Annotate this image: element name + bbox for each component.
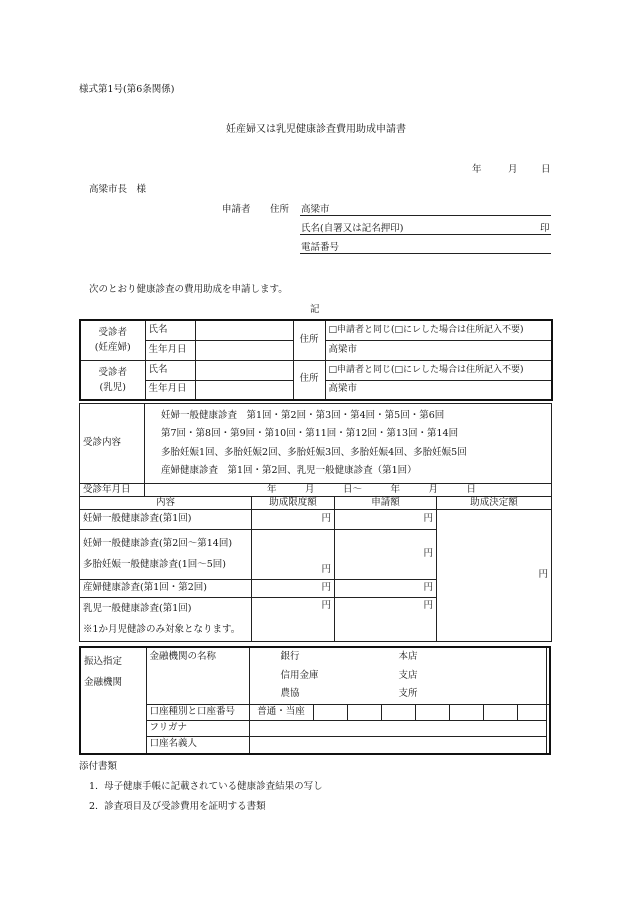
examinee-table — [79, 319, 553, 401]
applicant-address-value[interactable]: 高梁市 — [301, 204, 330, 215]
ki-label: 記 — [310, 304, 320, 315]
attachments-title: 添付書類 — [79, 761, 118, 772]
pregnant-name-label: 氏名 — [145, 320, 195, 340]
institution-label: 金融機関の名称 — [146, 647, 249, 704]
bank-type-shinkin: 信用金庫 — [280, 669, 319, 681]
examinee-pregnant-label: 受診者 (妊産婦) — [80, 320, 145, 360]
bank-type-nokyo: 農協 — [280, 688, 300, 700]
exam-content-options[interactable] — [145, 404, 552, 484]
branch-type-honten: 本店 — [398, 651, 418, 662]
cost-limit-cell: 円 — [252, 598, 335, 642]
account-digit[interactable] — [347, 704, 381, 720]
institution-input-end[interactable] — [546, 647, 550, 704]
account-type-label: 口座種別と口座番号 — [146, 704, 249, 720]
infant-address-input[interactable]: 高梁市 — [325, 380, 552, 400]
cost-request-input[interactable]: 円 — [335, 530, 437, 580]
cost-row-label: 妊婦一般健康診査(第2回〜第14回) 多胎妊娠一般健康診査(1回〜5回) — [80, 530, 252, 580]
cost-row-label: 妊婦一般健康診査(第1回) — [80, 510, 252, 530]
pregnant-name-input[interactable] — [195, 320, 293, 340]
header-decision: 助成決定額 — [437, 497, 552, 510]
form-number: 様式第1号(第6条関係) — [79, 84, 175, 95]
furigana-label: フリガナ — [146, 720, 249, 736]
applicant-address-label: 住所 — [270, 204, 290, 215]
bank-table — [79, 646, 551, 755]
exam-content-line[interactable]: 産婦健康診査 第1回・第2回、乳児一般健康診査（第1回） — [161, 464, 417, 476]
infant-name-input[interactable] — [195, 360, 293, 380]
header-limit: 助成限度額 — [252, 497, 335, 510]
addressee: 高梁市長 様 — [89, 184, 147, 195]
account-digit[interactable] — [483, 704, 517, 720]
header-content: 内容 — [80, 497, 252, 510]
applicant-address-line — [300, 215, 551, 216]
exam-content-line[interactable]: 多胎妊娠1回、多胎妊娠2回、多胎妊娠3回、多胎妊娠4回、多胎妊娠5回 — [161, 446, 467, 458]
applicant-name-line — [300, 234, 551, 235]
applicant-name-label[interactable]: 氏名(自署又は記名押印) — [301, 223, 404, 234]
applicant-phone-line — [300, 253, 551, 254]
branch-type-shisho: 支所 — [398, 688, 418, 700]
header-request: 申請額 — [335, 497, 437, 510]
account-digit[interactable] — [313, 704, 347, 720]
attachment-item: 2. 診査項目及び受診費用を証明する書類 — [89, 801, 266, 812]
cost-row-label: 産婦健康診査(第1回・第2回) — [80, 580, 252, 598]
cost-request-input[interactable]: 円 — [335, 598, 437, 642]
account-digit[interactable] — [517, 704, 546, 720]
applicant-phone-label[interactable]: 電話番号 — [301, 242, 340, 253]
pregnant-birth-label: 生年月日 — [145, 340, 195, 360]
infant-name-label: 氏名 — [145, 360, 195, 380]
cost-limit-cell: 円 — [252, 580, 335, 598]
exam-content-line[interactable]: 妊婦一般健康診査 第1回・第2回・第3回・第4回・第5回・第6回 — [161, 410, 445, 422]
pregnant-address-input[interactable]: 高梁市 — [325, 340, 552, 360]
cost-row-label: 乳児一般健康診査(第1回) ※1か月児健診のみ対象となります。 — [80, 598, 252, 642]
bank-type-bank: 銀行 — [280, 651, 300, 662]
cost-limit-cell: 円 — [252, 530, 335, 580]
page-title: 妊産婦又は乳児健康診査費用助成申請書 — [226, 124, 406, 135]
exam-content-line[interactable]: 第7回・第8回・第9回・第10回・第11回・第12回・第13回・第14回 — [161, 428, 459, 440]
applicant-label: 申請者 — [222, 204, 251, 215]
bank-section-label: 振込指定 金融機関 — [80, 647, 146, 754]
exam-content-label: 受診内容 — [80, 404, 145, 484]
exam-date-label: 受診年月日 — [80, 484, 145, 497]
pregnant-address-label: 住所 — [293, 320, 325, 360]
examinee-infant-label: 受診者 (乳児) — [80, 360, 145, 400]
cost-decision-cell: 円 — [437, 510, 552, 642]
infant-birth-label: 生年月日 — [145, 380, 195, 400]
date-day-label: 日 — [541, 164, 551, 175]
date-month-label: 月 — [508, 164, 518, 175]
intro-text: 次のとおり健康診査の費用助成を申請します。 — [89, 284, 288, 295]
account-digit[interactable] — [381, 704, 415, 720]
holder-label: 口座名義人 — [146, 736, 249, 754]
pregnant-birth-input[interactable] — [195, 340, 293, 360]
account-digit[interactable] — [449, 704, 483, 720]
exam-date-input[interactable]: 年 月 日～ 年 月 日 — [145, 484, 552, 497]
cost-request-input[interactable]: 円 — [335, 580, 437, 598]
infant-birth-input[interactable] — [195, 380, 293, 400]
pregnant-same-as-checkbox[interactable]: □申請者と同じ(□にレした場合は住所記入不要) — [325, 320, 552, 340]
cost-request-input[interactable]: 円 — [335, 510, 437, 530]
holder-input[interactable] — [249, 736, 546, 754]
infant-address-label: 住所 — [293, 360, 325, 400]
applicant-seal: 印 — [540, 223, 550, 234]
account-digit[interactable] — [415, 704, 449, 720]
exam-cost-table — [79, 403, 552, 642]
institution-input[interactable] — [249, 647, 546, 704]
infant-same-as-checkbox[interactable]: □申請者と同じ(□にレした場合は住所記入不要) — [325, 360, 552, 380]
branch-type-shiten: 支店 — [398, 669, 418, 681]
furigana-input[interactable] — [249, 720, 546, 736]
date-year-label: 年 — [472, 164, 482, 175]
cost-limit-cell: 円 — [252, 510, 335, 530]
account-type-select[interactable]: 普通・当座 — [249, 704, 313, 720]
attachment-item: 1. 母子健康手帳に記載されている健康診査結果の写し — [89, 781, 323, 792]
